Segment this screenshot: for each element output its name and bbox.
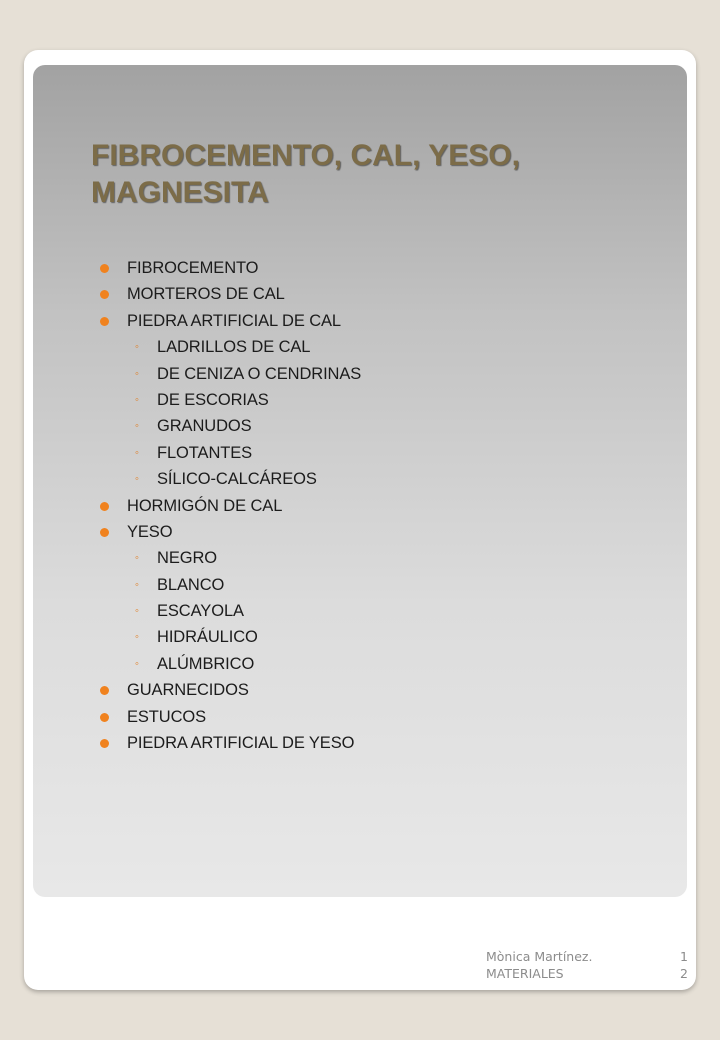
bullet-text: DE CENIZA O CENDRINAS (157, 364, 362, 383)
bullet-ring-icon: ◦ (135, 631, 139, 644)
sub-bullet-item (33, 651, 687, 677)
sub-bullet-item (33, 572, 687, 598)
bullet-dot-icon (100, 686, 109, 695)
sub-bullet-item (33, 440, 687, 466)
bullet-item (33, 677, 687, 703)
bullet-ring-icon: ◦ (135, 393, 139, 406)
bullet-text: PIEDRA ARTIFICIAL DE CAL (127, 311, 342, 330)
bullet-dot-icon (100, 713, 109, 722)
bullet-text: SÍLICO-CALCÁREOS (157, 470, 317, 489)
footer-page-number (674, 948, 688, 982)
bullet-text: NEGRO (157, 549, 218, 568)
page-number-line2: 2 (680, 966, 688, 981)
sub-bullet-item (33, 598, 687, 624)
bullet-item (33, 704, 687, 730)
bullet-text: PIEDRA ARTIFICIAL DE YESO (127, 734, 355, 753)
bullet-item (33, 730, 687, 756)
sub-bullet-item (33, 624, 687, 650)
sub-bullet-item (33, 466, 687, 492)
bullet-dot-icon (100, 739, 109, 748)
bullet-text: MORTEROS DE CAL (127, 285, 285, 304)
bullet-item (33, 281, 687, 307)
sub-bullet-item (33, 361, 687, 387)
bullet-ring-icon: ◦ (135, 446, 139, 459)
bullet-text: FIBROCEMENTO (127, 259, 259, 277)
bullet-ring-icon: ◦ (135, 552, 139, 565)
bullet-ring-icon: ◦ (135, 367, 139, 380)
content-panel (33, 65, 687, 897)
bullet-dot-icon (100, 290, 109, 299)
slide-frame (24, 50, 696, 990)
bullet-text: GUARNECIDOS (127, 681, 249, 700)
bullet-text: ALÚMBRICO (157, 654, 255, 673)
bullet-item (33, 493, 687, 519)
bullet-text: BLANCO (157, 575, 225, 594)
slide-title: FIBROCEMENTO, CAL, YESO, MAGNESITA (91, 139, 520, 209)
bullet-text: LADRILLOS DE CAL (157, 338, 311, 357)
bullet-item (33, 308, 687, 334)
footer-author-line1: Mònica Martínez. (486, 949, 593, 964)
bullet-text: ESCAYOLA (157, 602, 244, 621)
bullet-item (33, 255, 687, 281)
sub-bullet-item (33, 545, 687, 571)
bullet-ring-icon: ◦ (135, 341, 139, 354)
bullet-text: ESTUCOS (127, 707, 207, 726)
bullet-ring-icon: ◦ (135, 578, 139, 591)
bullet-list (33, 255, 687, 756)
bullet-text: GRANUDOS (157, 417, 252, 436)
footer-author (486, 948, 592, 982)
bullet-ring-icon: ◦ (135, 605, 139, 618)
bullet-dot-icon (100, 317, 109, 326)
bullet-ring-icon: ◦ (135, 473, 139, 486)
sub-bullet-item (33, 387, 687, 413)
bullet-text: YESO (127, 522, 173, 541)
bullet-dot-icon (100, 502, 109, 511)
bullet-dot-icon (100, 528, 109, 537)
bullet-text: DE ESCORIAS (157, 390, 269, 409)
bullet-text: HORMIGÓN DE CAL (127, 496, 283, 515)
bullet-ring-icon: ◦ (135, 657, 139, 670)
bullet-ring-icon: ◦ (135, 420, 139, 433)
bullet-dot-icon (100, 264, 109, 273)
sub-bullet-item (33, 413, 687, 439)
bullet-item (33, 519, 687, 545)
page-number-line1: 1 (680, 949, 688, 964)
bullet-text: HIDRÁULICO (157, 628, 258, 647)
sub-bullet-item (33, 334, 687, 360)
footer-author-line2: MATERIALES (486, 966, 564, 981)
bullet-text: FLOTANTES (157, 443, 253, 462)
